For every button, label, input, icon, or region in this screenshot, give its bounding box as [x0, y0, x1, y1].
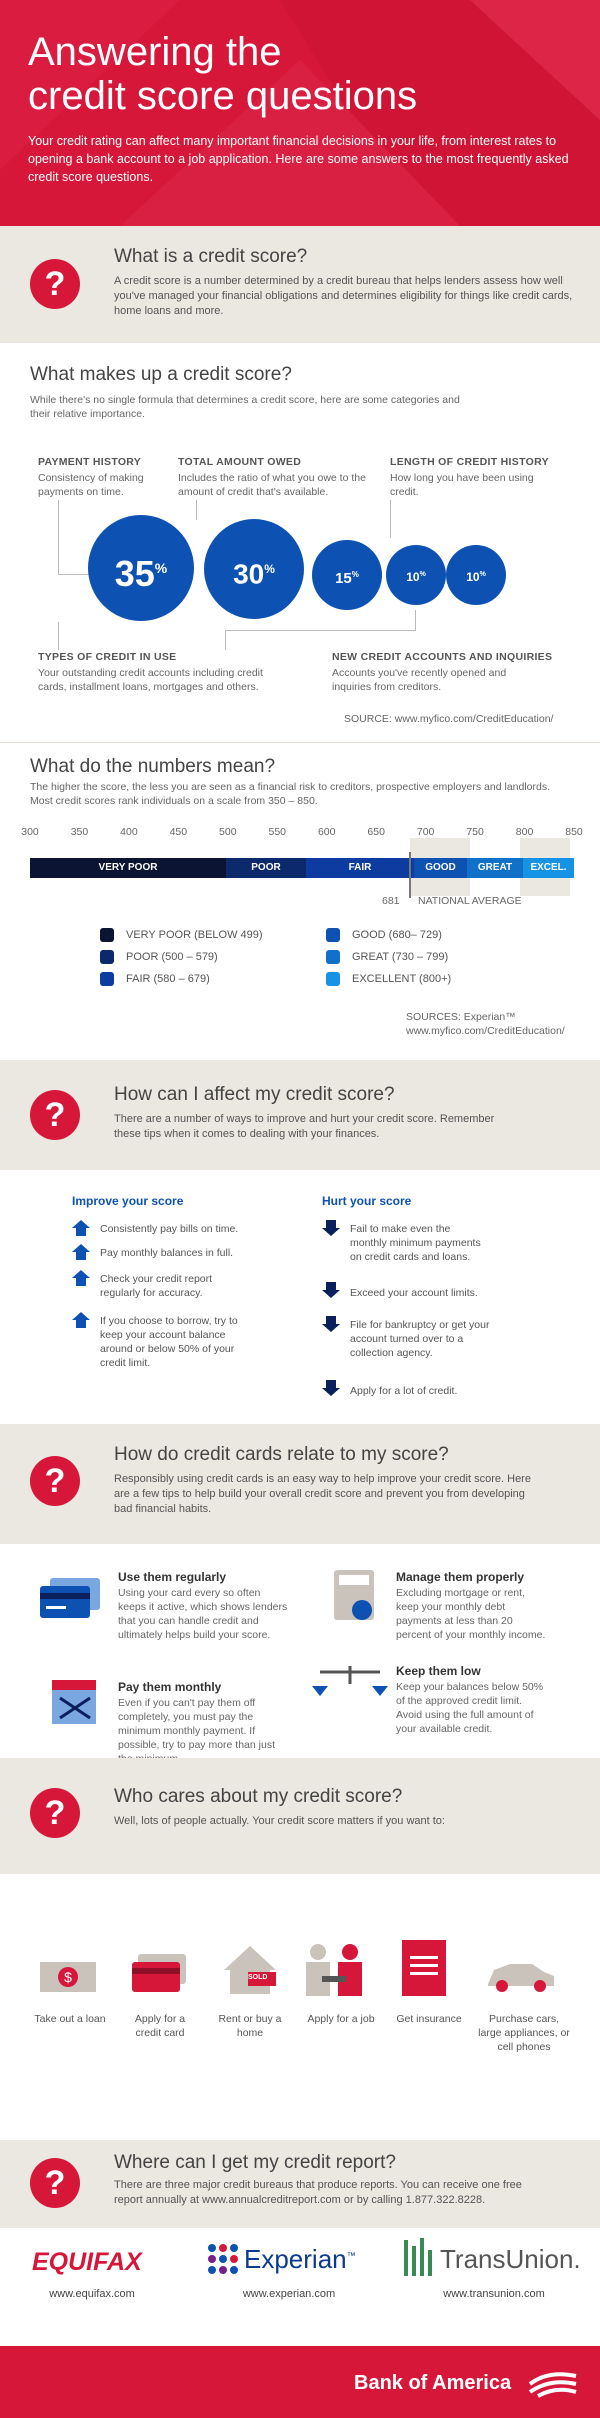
scale-tick-label: 600: [317, 826, 336, 838]
length-desc: How long you have been using credit.: [390, 472, 534, 498]
who-item: Get insurance: [396, 2013, 462, 2025]
section-text: Well, lots of people actually. Your credit score matters if you want to:: [114, 1815, 445, 1827]
new-credit-circle: 10%: [446, 545, 506, 605]
arrow-down-icon: [322, 1316, 340, 1332]
new-credit-label: NEW CREDIT ACCOUNTS AND INQUIRIES: [332, 651, 553, 663]
credit-card-icon: [40, 1578, 102, 1620]
segment-good: GOOD: [414, 858, 467, 878]
legend-swatch: [100, 950, 114, 964]
question-icon: ?: [30, 1788, 80, 1838]
connector-line: [58, 574, 90, 575]
section-text: There are three major credit bureaus that produce reports. You can receive one free report annually at www.annualcreditreport.com or by calling 1.877.322.8228.: [114, 2179, 522, 2206]
types-label: TYPES OF CREDIT IN USE: [38, 651, 177, 663]
tip-text: Using your card every so often keeps it active, which shows lenders that you can handle credit and ultimately helps build your score.: [118, 1587, 288, 1641]
scale-tick-label: 800: [515, 826, 534, 838]
svg-text:$: $: [64, 1969, 72, 1985]
legend-label: EXCELLENT (800+): [352, 973, 452, 985]
scale-tick-label: 750: [466, 826, 484, 838]
report-section: [0, 2140, 600, 2228]
improve-tip: If you choose to borrow, try to keep your account balance around or below 50% of your credit limit.: [100, 1315, 238, 1369]
connector-line: [58, 622, 59, 650]
section-text: A credit score is a number determined by a credit bureau that helps lenders assess how well you've managed your financial obligations and determines eligibility for things like credit cards, home loans and more.: [114, 275, 573, 317]
legend-swatch: [100, 972, 114, 986]
transunion-logo-mark: [404, 2236, 440, 2280]
scale-tick-label: 400: [120, 826, 138, 838]
arrow-up-icon: [72, 1220, 90, 1236]
makeup-title: What makes up a credit score?: [30, 364, 292, 385]
affect-section: [0, 1060, 600, 1170]
section-title: Where can I get my credit report?: [114, 2152, 396, 2173]
payment-history-desc: Consistency of making payments on time.: [38, 472, 144, 498]
tip-title: Pay them monthly: [118, 1680, 222, 1694]
car-icon: [484, 1958, 556, 1994]
length-circle: 15%: [312, 540, 382, 610]
section-title: How do credit cards relate to my score?: [114, 1444, 449, 1465]
tip-text: Excluding mortgage or rent, keep your monthly debt payments at less than 20 percent of your monthly income.: [396, 1587, 546, 1641]
who-item: Apply for a job: [307, 2013, 375, 2025]
connector-line: [58, 500, 59, 574]
scale-tick-label: 300: [21, 826, 39, 838]
scale-tick-label: 700: [416, 826, 435, 838]
scale-tick-label: 350: [70, 826, 89, 838]
section-text: Responsibly using credit cards is an easy way to help improve your credit score. Here are a few tips to help build your overall credit score and prevent you from developing bad financial habits.: [114, 1473, 531, 1515]
who-item: Apply for a credit card: [134, 2013, 186, 2039]
payment-history-circle: 35%: [88, 515, 194, 621]
segment-very-poor: VERY POOR: [30, 858, 226, 878]
tip-text: Even if you can't pay them off completely, you must pay the minimum monthly payment. If possible, try to pay more than just: [118, 1697, 275, 1751]
tip-title: Keep them low: [396, 1664, 481, 1678]
improve-title: Improve your score: [72, 1194, 184, 1208]
numbers-title: What do the numbers mean?: [30, 756, 276, 777]
scale-tick-label: 500: [219, 826, 237, 838]
what-is-section: [0, 226, 600, 343]
numbers-intro: The higher the score, the less you are seen as a financial risk to creditors, prospective employers and landlords. Most credit scores rank individuals on a scale from 350 – 850.: [30, 781, 551, 807]
legend-swatch: [326, 928, 340, 942]
question-icon: ?: [30, 2158, 80, 2208]
sold-sign-label: SOLD: [248, 1974, 268, 1981]
amount-owed-label: TOTAL AMOUNT OWED: [178, 456, 302, 468]
connector-line: [225, 630, 226, 650]
legend-label: GOOD (680– 729): [352, 929, 442, 941]
cards-section: [0, 1424, 600, 1544]
arrow-down-icon: [322, 1220, 340, 1236]
experian-url[interactable]: www.experian.com: [242, 2288, 336, 2300]
arrow-up-icon: [72, 1312, 90, 1328]
segment-great: GREAT: [467, 858, 523, 878]
who-section: [0, 1758, 600, 1874]
numbers-source-1: SOURCES: Experian™: [406, 1011, 516, 1023]
footer: [0, 2346, 600, 2418]
tip-text: Keep your balances below 50% of the approved credit limit. Avoid using the full amount of your available credit.: [396, 1681, 544, 1735]
arrow-up-icon: [72, 1270, 90, 1286]
hurt-tip: Apply for a lot of credit.: [350, 1385, 458, 1397]
legend-label: VERY POOR (BELOW 499): [126, 929, 263, 941]
house-icon: [222, 1944, 278, 1996]
scale-tick-label: 550: [268, 826, 287, 838]
tip-title: Manage them properly: [396, 1570, 525, 1584]
intro-text: Your credit rating can affect many important financial decisions in your life, from interest rates to opening a bank account to a job application. Here are some answers to the most frequently asked credit score questions.: [28, 134, 569, 184]
makeup-source: SOURCE: www.myfico.com/CreditEducation/: [344, 713, 554, 725]
types-desc: Your outstanding credit accounts including credit cards, installment loans, mortgages and others.: [38, 667, 263, 693]
new-credit-desc: Accounts you've recently opened and inquiries from creditors.: [332, 667, 507, 693]
hurt-tip: Fail to make even the monthly minimum payments on credit cards and loans.: [350, 1223, 481, 1263]
connector-line: [390, 500, 391, 538]
hurt-tip: File for bankruptcy or get your account turned over to a collection agency.: [350, 1319, 490, 1359]
national-average-value: 681: [382, 895, 400, 907]
page-title: Answering the credit score questions: [28, 30, 418, 118]
section-title: How can I affect my credit score?: [114, 1084, 395, 1105]
segment-excellent: EXCEL.: [523, 858, 574, 878]
improve-tip: Consistently pay bills on time.: [100, 1223, 239, 1235]
footer-brand: Bank of America: [354, 2372, 512, 2394]
equifax-url[interactable]: www.equifax.com: [49, 2288, 135, 2300]
legend-swatch: [326, 950, 340, 964]
question-icon: ?: [30, 259, 80, 309]
legend-swatch: [326, 972, 340, 986]
calendar-icon: [52, 1680, 104, 1726]
amount-owed-desc: Includes the ratio of what you owe to the amount of credit that's available.: [178, 472, 366, 498]
tip-title: Use them regularly: [118, 1570, 227, 1584]
question-icon: ?: [30, 1456, 80, 1506]
scale-icon: [310, 1664, 390, 1704]
connector-line: [196, 500, 197, 520]
divider: [0, 742, 600, 743]
scale-tick-label: 650: [367, 826, 385, 838]
national-average-marker: [409, 852, 411, 898]
experian-logo: Experian™: [244, 2244, 356, 2274]
legend-label: POOR (500 – 579): [126, 951, 218, 963]
credit-card-icon: [132, 1954, 188, 1996]
legend-label: FAIR (580 – 679): [126, 973, 210, 985]
national-average-label: NATIONAL AVERAGE: [418, 895, 522, 907]
numbers-source-2: www.myfico.com/CreditEducation/: [406, 1025, 565, 1037]
connector-line: [225, 630, 415, 631]
section-title: Who cares about my credit score?: [114, 1786, 403, 1807]
transunion-url[interactable]: www.transunion.com: [443, 2288, 545, 2300]
length-label: LENGTH OF CREDIT HISTORY: [390, 456, 549, 468]
flagscape-logo-icon: [528, 2368, 578, 2398]
connector-line: [415, 610, 416, 631]
hurt-tip: Exceed your account limits.: [350, 1287, 478, 1299]
legend-swatch: [100, 928, 114, 942]
arrow-down-icon: [322, 1380, 340, 1396]
improve-tip: Pay monthly balances in full.: [100, 1247, 234, 1259]
payment-history-label: PAYMENT HISTORY: [38, 456, 142, 468]
who-item: Rent or buy a home: [218, 2013, 282, 2039]
section-title: What is a credit score?: [114, 246, 308, 267]
who-item: Purchase cars, large appliances, or cell phones: [478, 2013, 570, 2053]
document-icon: [402, 1940, 450, 1998]
segment-poor: POOR: [226, 858, 306, 878]
header-banner: [0, 0, 600, 226]
hurt-title: Hurt your score: [322, 1194, 412, 1208]
equifax-logo: EQUIFAX: [32, 2248, 142, 2276]
scale-tick-label: 450: [169, 826, 188, 838]
who-item: Take out a loan: [34, 2013, 106, 2025]
handshake-icon: [302, 1942, 366, 1998]
segment-fair: FAIR: [306, 858, 414, 878]
calculator-icon: [334, 1570, 382, 1624]
improve-tip: Check your credit report regularly for accuracy.: [100, 1273, 213, 1299]
experian-logo-mark: [206, 2242, 240, 2276]
arrow-down-icon: [322, 1282, 340, 1298]
money-icon: [40, 1958, 96, 1996]
scale-tick-label: 850: [565, 826, 583, 838]
amount-owed-circle: 30%: [204, 519, 304, 619]
section-text: There are a number of ways to improve and hurt your credit score. Remember these tips when it comes to dealing with your finances.: [114, 1113, 495, 1140]
transunion-logo: TransUnion.: [440, 2244, 581, 2274]
types-circle: 10%: [386, 545, 446, 605]
question-icon: ?: [30, 1090, 80, 1140]
makeup-intro: While there's no single formula that determines a credit score, here are some categories and their relative importance.: [30, 394, 460, 420]
legend-label: GREAT (730 – 799): [352, 951, 449, 963]
arrow-up-icon: [72, 1244, 90, 1260]
